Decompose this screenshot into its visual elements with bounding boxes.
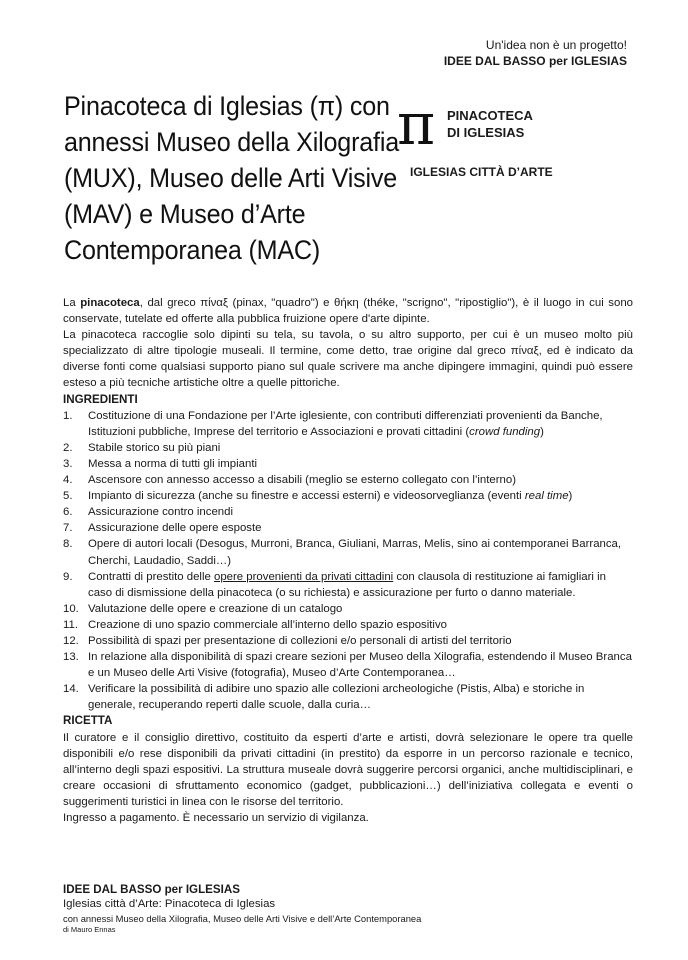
list-item-text: Verificare la possibilità di adibire uno spazio alle collezioni archeologiche (Pistis, Alba) e storiche in generale, recuperando reperti dalle scuole, dalla curia… (88, 683, 585, 712)
list-item-emphasis: real time (524, 490, 569, 503)
list-item (63, 569, 633, 601)
list-item-underline: opere provenienti da privati cittadini (214, 570, 394, 583)
list-item (63, 472, 633, 488)
pinacoteca-logo (397, 90, 597, 190)
list-item-number: 11. (63, 618, 78, 631)
pi-symbol-icon: π (397, 90, 436, 158)
recipe-paragraph-2: Ingresso a pagamento. È necessario un servizio di vigilanza. (63, 812, 369, 824)
ingredients-heading: INGREDIENTI (63, 392, 138, 406)
recipe-heading: RICETTA (63, 714, 113, 728)
header-block (444, 37, 627, 69)
footer-block (63, 882, 633, 935)
list-item-number: 10. (63, 602, 79, 615)
list-item-tail: con clausola di restituzione ai famigliari in caso di dismissione della pinacoteca (o su richiesta) e assicurazione per furto o danno materiale. (88, 570, 606, 599)
list-item-text: Assicurazione contro incendi (88, 506, 233, 519)
list-item (63, 681, 633, 713)
intro-paragraph-2: La pinacoteca raccoglie solo dipinti su tela, su tavola, o su altro supporto, per cui è un museo molto più specializzato di altre tipologie museali. Il termine, come detto, trae origine dal greco πίναξ, ed è indicato da diverse fonti come qualsiasi supporto piano sul quale scrivere ma anche dipingere immagini, quindi può essere esteso a più tecniche artistiche oltre a quelle pittoriche. (63, 329, 633, 390)
list-item-tail: ) (540, 425, 544, 438)
list-item-text: In relazione alla disponibilità di spazi creare sezioni per Museo della Xilografia, estendendo il Museo Branca e un Museo delle Arti Visive (fotografia), Museo d’Arte Contemporanea… (88, 651, 632, 680)
list-item-number: 6. (63, 506, 73, 519)
intro-p1-pre: La (63, 297, 81, 309)
list-item (63, 440, 633, 456)
list-item-text: Impianto di sicurezza (anche su finestre e accessi esterni) e videosorveglianza (eventi (88, 490, 525, 503)
list-item-text: Possibilità di spazi per presentazione di collezioni e/o personali di artisti del territorio (88, 634, 512, 647)
list-item-number: 3. (63, 457, 73, 470)
list-item-number: 14. (63, 683, 79, 696)
header-org: IDEE DAL BASSO per IGLESIAS (443, 54, 627, 68)
list-item-number: 4. (63, 474, 73, 487)
list-item-text: Assicurazione delle opere esposte (88, 522, 262, 535)
footer-org: IDEE DAL BASSO per IGLESIAS (63, 883, 240, 896)
list-item-text: Ascensore con annesso accesso a disabili (meglio se esterno collegato con l’interno) (88, 474, 517, 487)
list-item (63, 456, 633, 472)
ingredients-list (63, 408, 633, 714)
footer-line-3: con annessi Museo della Xilografia, Museo delle Arti Visive e dell’Arte Contemporanea (63, 913, 422, 924)
list-item-number: 2. (63, 441, 73, 454)
list-item (63, 408, 633, 440)
list-item-number: 5. (63, 490, 73, 503)
list-item-number: 9. (63, 570, 73, 583)
list-item-text: Messa a norma di tutti gli impianti (88, 457, 258, 470)
list-item (63, 536, 633, 568)
list-item-number: 12. (63, 634, 79, 647)
intro-p1-post: , dal greco πίναξ (pinax, "quadro") e θήκη (théke, "scrigno", "ripostiglio"), è il luogo in cui sono conservate, tutelate ed offerte alla pubblica fruizione opere d'arte dipinte. (63, 297, 633, 326)
intro-p1-bold: pinacoteca (80, 297, 140, 309)
list-item-text: Stabile storico su più piani (88, 441, 221, 454)
list-item (63, 633, 633, 649)
logo-line-2: DI IGLESIAS (447, 125, 525, 140)
document-body (63, 295, 633, 826)
list-item (63, 617, 633, 633)
list-item (63, 520, 633, 536)
header-tagline: Un'idea non è un progetto! (485, 38, 627, 52)
list-item-text: Costituzione di una Fondazione per l’Arte iglesiente, con contributi differenziati provenienti da Banche, Istituzioni pubbliche, Imprese del territorio e Associazioni e provati cittadini ( (88, 409, 603, 438)
footer-line-2: Iglesias città d’Arte: Pinacoteca di Iglesias (63, 898, 276, 910)
footer-author: di Mauro Ennas (63, 925, 116, 934)
list-item-text: Opere di autori locali (Desogus, Murroni, Branca, Giuliani, Marras, Melis, sino ai contemporanei Barranca, Cherchi, Laudadio, Saddi…) (88, 538, 622, 567)
list-item-tail: ) (568, 490, 573, 503)
list-item-number: 7. (63, 522, 73, 535)
list-item-text: Creazione di uno spazio commerciale all’interno dello spazio espositivo (88, 618, 447, 631)
list-item-text: Valutazione delle opere e creazione di un catalogo (88, 602, 343, 615)
list-item-number: 8. (63, 538, 73, 551)
list-item (63, 649, 633, 681)
logo-line-1: PINACOTECA (447, 108, 533, 123)
page-title: Pinacoteca di Iglesias (π) con annessi Museo della Xilografia (MUX), Museo delle Arti Visive (MAV) e Museo d’Arte Contemporanea (MAC) (64, 91, 400, 265)
list-item-number: 1. (63, 409, 73, 422)
list-item-emphasis: crowd funding (469, 425, 541, 438)
recipe-paragraph-1: Il curatore e il consiglio direttivo, costituito da esperti d’arte e artisti, dovrà selezionare le opere tra quelle disponibili e/o rese disponibili da privati cittadini (in prestito) da esporre in un percorso razionale e tecnico, all’interno degli spazi espositivi. La struttura museale dovrà suggerire percorsi organici, anche multidisciplinari, e creare occasioni di sfruttamento economico (gadget, pubblicazioni…) dell’iniziativa collegata e eventi o suggerimenti turistici in linea con le risorse del territorio. (63, 731, 633, 808)
intro-paragraph-1 (63, 295, 633, 327)
list-item (63, 504, 633, 520)
list-item-text: Contratti di prestito delle (88, 570, 214, 583)
list-item (63, 488, 633, 504)
list-item-number: 13. (63, 651, 79, 664)
logo-subtitle: IGLESIAS CITTÀ D’ARTE (410, 165, 553, 179)
list-item (63, 601, 633, 617)
